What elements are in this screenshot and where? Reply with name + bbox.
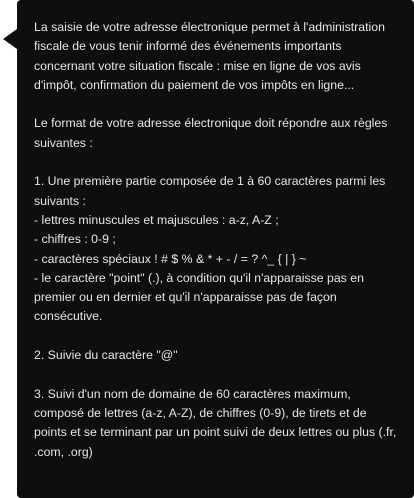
rule-3: 3. Suivi d'un nom de domaine de 60 caractères maximum, composé de lettres (a-z, A-Z), de chiffres (0-9), de tirets et de points et se terminant par un point suivi de deux lettres ou plus (.fr, .com, .org)	[34, 386, 397, 459]
rule-1-item-special-chars: - caractères spéciaux ! # $ % & * + - / = ? ^_ { | } ~	[34, 251, 307, 266]
rule-1	[34, 172, 402, 326]
tooltip-format-intro: Le format de votre adresse électronique doit répondre aux règles suivantes :	[34, 116, 388, 150]
rule-1-title: 1. Une première partie composée de 1 à 60 caractères parmi les suivants :	[34, 174, 386, 208]
rule-1-item-letters: - lettres minuscules et majuscules : a-z, A-Z ;	[34, 212, 279, 227]
tooltip-intro-text: La saisie de votre adresse électronique permet à l'administration fiscale de vous tenir informé des événements importants concernant votre situation fiscale : mise en ligne de vos avis d'impôt, confirmation du paiement de vos impôts en ligne...	[34, 20, 385, 92]
tooltip-arrow	[3, 29, 17, 49]
rule-1-item-digits: - chiffres : 0-9 ;	[34, 232, 116, 247]
rule-2: 2. Suivie du caractère "@"	[34, 348, 178, 363]
email-format-tooltip	[17, 0, 414, 498]
rule-1-item-dot: - le caractère "point" (.), à condition qu'il n'apparaisse pas en premier ou en dernier et qu'il n'apparaisse pas de façon consécutive.	[34, 270, 364, 324]
